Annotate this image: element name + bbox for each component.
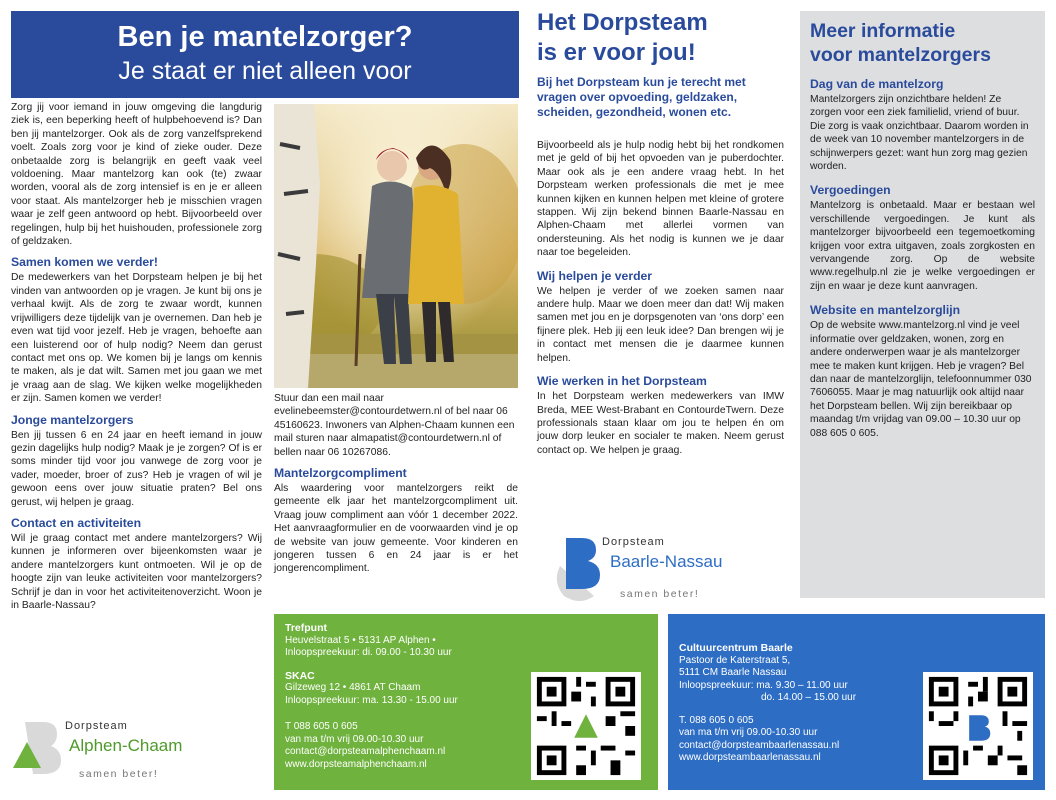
samen-text: De medewerkers van het Dorpsteam helpen je bij het vinden van antwoorden op je vragen. Je kunt bij ons je verhaal kwijt. Als de zorg te zwaar wordt, kunnen vrijwilligers deze tijdelijk van je overnemen. Dan heb je even wat tijd voor jezelf. Heb je vragen, behoefte aan een luisterend oor of hulp nodig? Neem dan gerust contact met ons op. We komen bij je langs om kennis te maken, als je dat wilt. Samen met jou gaan we met je vraag aan de slag. We kijken welke mogelijkheden er zijn. Samen komen we verder! [11,272,262,405]
blue-phone-hours: van ma t/m vrij 09.00-10.30 uur [679,727,818,738]
qr-pattern-blue [923,672,1033,780]
qr-code-baarle-nassau[interactable] [923,672,1033,780]
trefpunt-address: Heuvelstraat 5 • 5131 AP Alphen • [285,634,436,646]
heading-compliment: Mantelzorgcompliment [274,466,407,481]
jonge-text: Ben jij tussen 6 en 24 jaar en heeft iemand in jouw gezin dagelijks hulp nodig? Maak je je zorgen? Of is er soms minder tijd voor jou vanwege de zorg voor je vader, moeder, broer of zus? Heb je vragen of wil je gewoon eens over jouw situatie praten? Bel ons gerust, wij helpen je graag. [11,429,262,508]
heading-website: Website en mantelzorglijn [810,303,961,318]
heading-contact: Contact en activiteiten [11,515,142,530]
heading-dag: Dag van de mantelzorg [810,77,944,91]
heading-wie: Wie werken in het Dorpsteam [537,374,707,389]
dorpsteam-subtitle: Bij het Dorpsteam kun je terecht met vragen over opvoeding, geldzaken, scheiden, gezondheid, wonen etc. [537,75,746,119]
blue-web-link[interactable]: www.dorpsteambaarlenassau.nl [679,752,821,763]
logo-brand: Dorpsteam [602,536,665,548]
heading-vergoedingen: Vergoedingen [810,183,891,198]
green-box-text [285,622,525,771]
mail-text: Stuur dan een mail naar evelinebeemster@contourdetwern.nl of bel naar 06 45160623. Inwoners van Alphen-Chaam kunnen een mail sturen naar almapatist@contourdetwern.nl of bellen naar 06 10267086. [274,393,515,458]
logo-baarle-name: Baarle-Nassau [610,552,723,571]
trefpunt-heading: Trefpunt [285,622,327,634]
qr-pattern-green [531,672,641,780]
trefpunt-hours: Inloopspreekuur: di. 09.00 - 10.30 uur [285,647,452,658]
column-contact [274,392,518,576]
verder-text: We helpen je verder of we zoeken samen naar andere hulp. Maar we doen meer dan dat! Wij maken samen met jou en je dorpsgenoten van ‘ons dorp’ een fijnere plek. Heb jij een leuk idee? Dan brengen wij je in contact met mensen die je daarmee kunnen helpen. [537,285,784,364]
blue-box-text [679,642,899,765]
cultuurcentrum-address2: 5111 CM Baarle Nassau [679,667,787,678]
intro-text: Zorg jij voor iemand in jouw omgeving die langdurig ziek is, een beperking heeft of hulpbehoevend is? Dan ben jij mantelzorger. Ook als de zorg vanzelfsprekend voelt. Zoals zorg voor je kind of zieke ouder. Deze onbetaalde zorg is belangrijk en geeft vaak veel voldoening. Maar mantelzorg kan ook (te) zwaar worden, vooral als de zorg intensief is en je er alleen voor staat. Als mantelzorger heb je misschien vragen waar je zelf geen antwoord op hebt. Bijvoorbeeld over regelingen, hulp bij het huishouden, professionele zorg of geldzaken. [11,102,262,248]
banner-title: Ben je mantelzorger? [117,21,413,53]
dorpsteam-title [537,8,787,68]
photo-illustration [274,104,518,388]
skac-hours: Inloopspreekuur: ma. 13.30 - 15.00 uur [285,694,458,706]
blue-email-link[interactable]: contact@dorpsteambaarlenassau.nl [679,739,840,751]
logo-a-icon [11,718,63,784]
dorpsteam-title-line1: Het Dorpsteam [537,9,708,36]
photo-caregiver-walk [274,104,518,388]
logo-brand-alphen: Dorpsteam [65,720,128,732]
info-panel [800,11,1045,598]
dorpsteam-intro: Bijvoorbeeld als je hulp nodig hebt bij het rondkomen met je geld of bij het opvoeden van je puberdochter. Maar ook als je een andere vraag hebt. In het Dorpsteam werken professionals die met je mee kunnen kijken en kunnen helpen met kleine of grotere stappen. Wij zijn bekend binnen Baarle-Nassau en Alphen-Chaam met allerlei vormen van ondersteuning. Als het nodig is kunnen we je daar naar toe begeleiden. [537,140,784,259]
green-email-link[interactable]: contact@dorpsteamalphenchaam.nl [285,746,446,757]
green-phone-hours: van ma t/m vrij 09.00-10.30 uur [285,733,424,745]
contact-box-baarle-nassau [668,614,1045,790]
banner-subtitle: Je staat er niet alleen voor [118,57,412,85]
heading-verder: Wij helpen je verder [537,268,653,283]
skac-address: Gilzeweg 12 • 4861 AT Chaam [285,682,421,693]
contact-box-alphen-chaam [274,614,658,790]
logo-tagline: samen beter! [620,588,700,600]
contact-text: Wil je graag contact met andere mantelzorgers? Wij kunnen je informeren over bijeenkomsten waar je andere mantelzorgers kunt ontmoeten. Wil je op de hoogte zijn van leuke activiteiten voor mantelzorgers? Schrijf je dan in voor het activiteitenoverzicht. Woon je in Baarle-Nassau? [11,532,262,611]
compliment-text: Als waardering voor mantelzorgers reikt de gemeente elk jaar het mantelzorgcompliment uit. Vraag jouw compliment aan vóór 1 december 2022. Het aanvraagformulier en de voorwaarden vind je op de website van jouw gemeente. Voor kinderen en jongeren tussen 6 en 24 jaar is er het jongerencompliment. [274,483,518,575]
dorpsteam-title-line2: is er voor jou! [537,39,696,66]
banner [11,11,519,98]
skac-heading: SKAC [285,669,315,682]
cultuurcentrum-hours2: do. 14.00 – 15.00 uur [761,692,857,703]
logo-dorpsteam-baarle-nassau [552,530,762,605]
column-dorpsteam [537,139,784,457]
blue-phone: T. 088 605 0 605 [679,714,754,726]
dag-text: Mantelzorgers zijn onzichtbare helden! Ze zorgen voor een ziek familielid, vriend of buur. Die zorg is vaak onzichtbaar. Daarom worden in de week van 10 november mantelzorgers in de schijnwerpers gezet: want hun zorg mag gezien worden. [810,94,1029,173]
info-title [810,19,1035,67]
cultuurcentrum-heading: Cultuurcentrum Baarle [679,642,793,654]
wie-text: In het Dorpsteam werken medewerkers van IMW Breda, MEE West-Brabant en ContourdeTwern. Deze professionals staan klaar om jou te helpen én om jouw dorp leuker en socialer te maken. Neem gerust contact op. We helpen je graag. [537,391,784,456]
vergoedingen-text: Mantelzorg is onbetaald. Maar er bestaan wel verschillende vergoedingen. Je kunt als mantelzorger bijvoorbeeld een tegemoetkoming krijgen voor extra uitgaven, zoals zorgkosten en vervangende zorg. Op de website www.regelhulp.nl zie je welke vergoedingen er zijn en waar je deze kunt aanvragen. [810,200,1035,292]
heading-jonge: Jonge mantelzorgers [11,412,134,427]
heading-samen: Samen komen we verder! [11,255,158,270]
green-phone: T 088 605 0 605 [285,721,358,732]
cultuurcentrum-hours1: Inloopspreekuur: ma. 9.30 – 11.00 uur [679,679,848,691]
logo-tagline-alphen: samen beter! [79,768,159,780]
website-text: Op de website www.mantelzorg.nl vind je veel informatie over geldzaken, wonen, zorg en andere onderwerpen waar je als mantelzorger mee te maken kunt krijgen. Heb je vragen? Bel dan naar de mantelzorglijn, telefoonnummer 030 7606055. Maar je mag natuurlijk ook altijd naar het Dorpsteam bellen. Wij zijn bereikbaar op maandag t/m vrijdag van 09.00 – 10.30 uur op 088 605 0 605. [810,320,1032,439]
info-title-line1: Meer informatie [810,20,956,42]
info-title-line2: voor mantelzorgers [810,44,991,66]
cultuurcentrum-address1: Pastoor de Katerstraat 5, [679,654,791,666]
logo-dorpsteam-alphen-chaam [11,716,211,784]
logo-b-icon [552,534,602,604]
qr-code-alphen-chaam[interactable] [531,672,641,780]
logo-alphen-name: Alphen-Chaam [69,736,183,755]
green-web-link[interactable]: www.dorpsteamalphenchaam.nl [285,758,427,770]
column-mantelzorg [11,101,262,612]
